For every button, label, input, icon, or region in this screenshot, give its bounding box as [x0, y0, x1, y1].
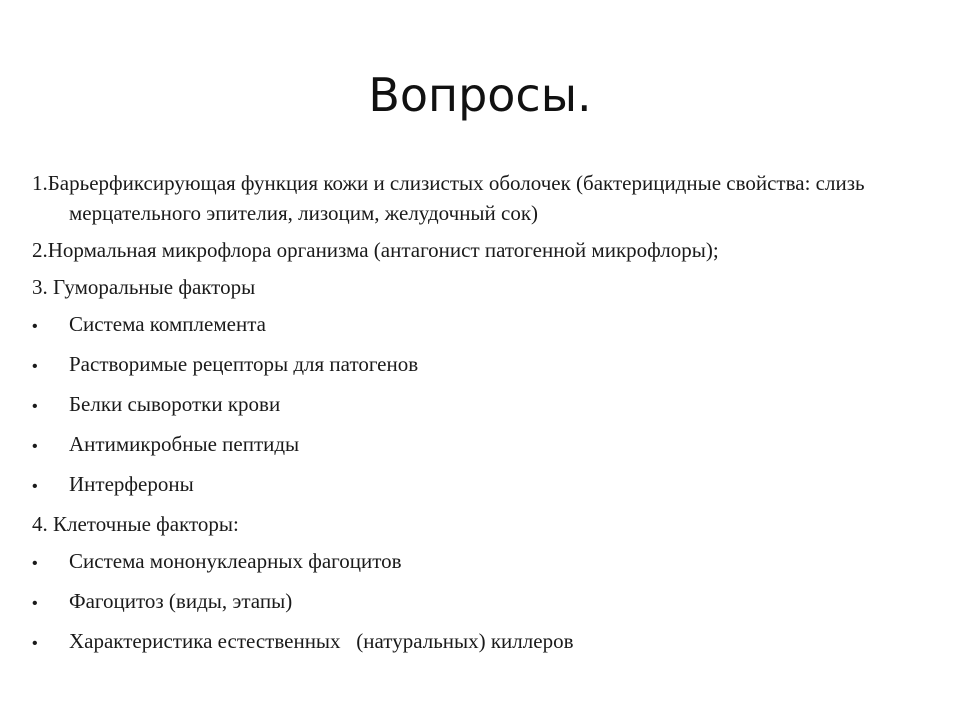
bullet-icon: •	[32, 398, 38, 415]
bullet-text: Белки сыворотки крови	[69, 392, 281, 416]
bullet-item	[32, 389, 932, 422]
bullet-icon: •	[32, 635, 38, 652]
bullet-icon: •	[32, 478, 38, 495]
bullet-item	[32, 626, 932, 659]
numbered-paragraph: 3. Гуморальные факторы	[32, 275, 256, 299]
bullet-text: Интерфероны	[69, 472, 194, 496]
bullet-icon: •	[32, 318, 38, 335]
bullet-icon: •	[32, 595, 38, 612]
bullet-icon: •	[32, 358, 38, 375]
bullet-item	[32, 429, 932, 462]
bullet-icon: •	[32, 438, 38, 455]
numbered-paragraph: 4. Клеточные факторы:	[32, 512, 239, 536]
bullet-icon: •	[32, 555, 38, 572]
bullet-text: Фагоцитоз (виды, этапы)	[69, 589, 293, 613]
bullet-text: Характеристика естественных (натуральных) киллеров	[69, 629, 574, 653]
bullet-item	[32, 309, 932, 342]
bullet-text: Система комплемента	[69, 312, 266, 336]
bullet-text: Растворимые рецепторы для патогенов	[69, 352, 419, 376]
bullet-item	[32, 586, 932, 619]
bullet-text: Система мононуклеарных фагоцитов	[69, 549, 402, 573]
numbered-paragraph: 2.Нормальная микрофлора организма (антагонист патогенной микрофлоры);	[32, 238, 719, 262]
slide-content	[32, 168, 932, 666]
slide-title: Вопросы.	[368, 68, 592, 122]
bullet-item	[32, 469, 932, 502]
bullet-item	[32, 349, 932, 382]
bullet-text: Антимикробные пептиды	[69, 432, 300, 456]
bullet-item	[32, 546, 932, 579]
numbered-paragraph: 1.Барьерфиксирующая функция кожи и слизистых оболочек (бактерицидные свойства: слизь мерцательного эпителия, лизоцим, желудочный сок)	[32, 171, 865, 225]
